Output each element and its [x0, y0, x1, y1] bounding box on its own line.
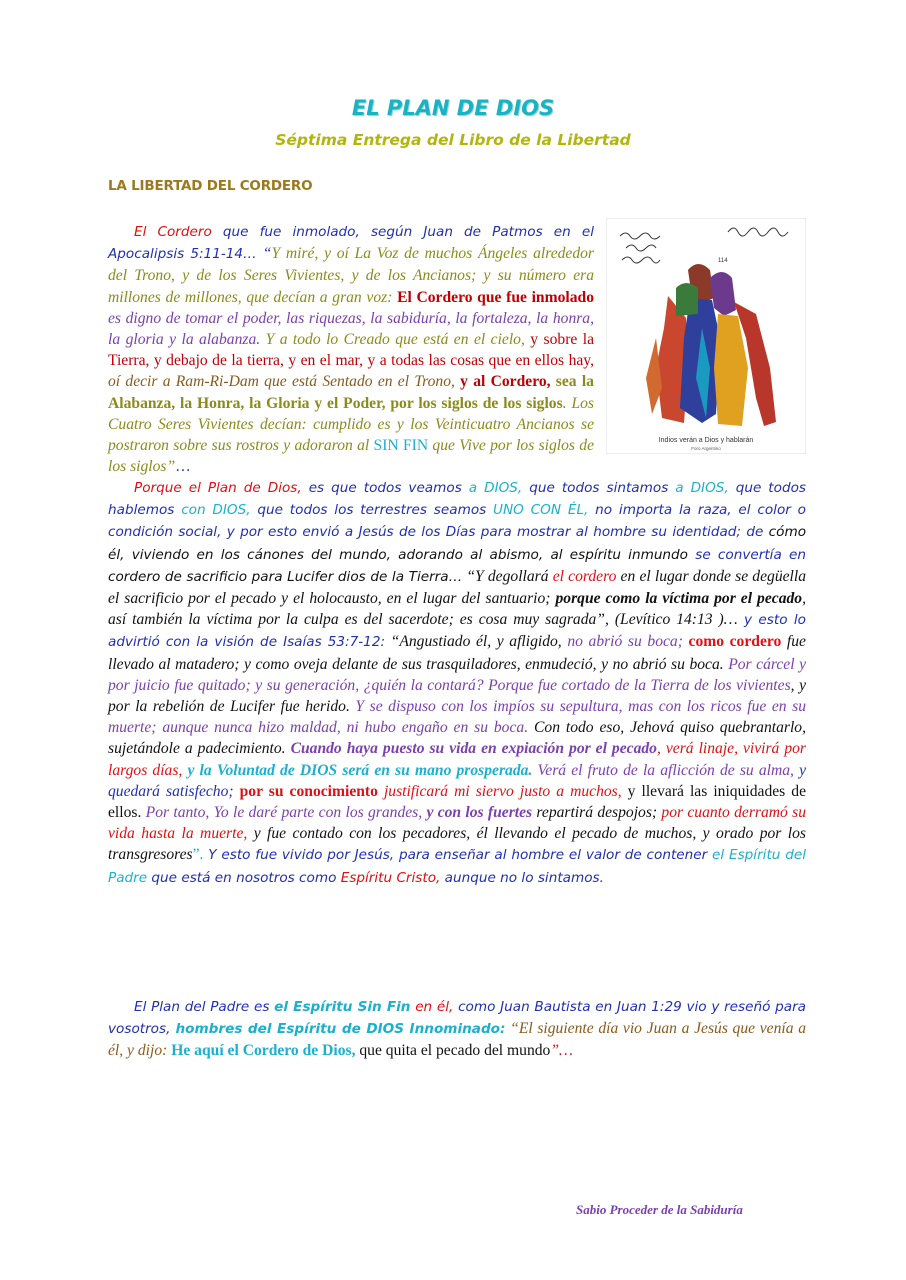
text-run: a DIOS,: [468, 480, 523, 496]
text-run: …: [175, 458, 191, 476]
text-run: cordero de sacrificio para Lucifer dios de la Tierra…: [108, 568, 463, 585]
text-run: y al Cordero,: [460, 373, 551, 391]
text-run: El Cordero: [134, 224, 212, 240]
text-run: como cordero: [682, 633, 782, 651]
text-run: el Espíritu Sin Fin: [274, 999, 411, 1015]
document-subtitle: Séptima Entrega del Libro de la Libertad: [275, 131, 631, 149]
text-run: repartirá despojos;: [532, 804, 658, 822]
text-run: en él,: [410, 999, 454, 1015]
text-run: Espíritu Cristo,: [340, 869, 441, 886]
text-run: que todos hablemos: [108, 480, 806, 519]
illustration-caption: Indios verán a Dios y hablarán: [658, 437, 754, 444]
text-run: es digno de tomar el poder, las riquezas, la sabiduría, la fortaleza, la honra, la gloria y la alabanza.: [108, 309, 594, 349]
text-run: Y se dispuso con los impíos su sepultura, mas con los ricos fue en su muerte; aunque nunca hizo maldad, ni hubo engaño en su boca.: [108, 698, 806, 737]
text-run: por cuanto derramó su vida hasta la muerte,: [108, 804, 807, 843]
text-run: para enseñar al hombre el valor de contener: [394, 847, 713, 864]
text-run: y fue contado con los pecadores, él llevando el pecado de muchos, y orado por los transgresores: [108, 825, 806, 864]
text-run: que está en nosotros como: [147, 869, 341, 886]
paragraph-3: [108, 996, 806, 1062]
text-run: ”.: [192, 846, 204, 864]
text-run: que todos sintamos: [522, 480, 676, 496]
document-title: EL PLAN DE DIOS: [351, 96, 555, 120]
text-run: con DIOS,: [181, 502, 251, 519]
text-run: El Plan del Padre es: [134, 999, 275, 1015]
illustration-credit: Foro Argentino: [691, 446, 721, 451]
text-run: “Angustiado él, y afligido,: [385, 633, 568, 651]
text-run: como Juan Bautista en Juan 1:29 vio y reseñó para vosotros,: [108, 999, 806, 1038]
text-run: Y esto fue vivido por Jesús,: [203, 847, 395, 864]
text-run: no importa la raza, el color o condición social, y por esto envió a Jesús de los Días para mostrar al hombre su identidad; de: [108, 502, 807, 541]
text-run: ”…: [550, 1042, 573, 1060]
text-run: y la Voluntad de DIOS será en su mano prosperada.: [182, 761, 533, 779]
text-run: sea la Alabanza, la Honra, la Gloria y el Poder, por los siglos de los siglos: [108, 373, 594, 412]
footer-signature: Sabio Proceder de la Sabiduría: [576, 1202, 743, 1217]
paragraph-3-text: [108, 996, 806, 1062]
text-run: , verá linaje, vivirá por largos días,: [108, 740, 807, 779]
text-run: fue llevado al matadero; y como oveja delante de sus trasquiladores, enmudeció, y no abrió su boca.: [108, 633, 806, 673]
section-heading: LA LIBERTAD DEL CORDERO: [108, 178, 313, 194]
text-run: y esto lo advirtió con la visión de Isaías 53:7-12:: [108, 612, 806, 651]
text-run: Por cárcel y por juicio fue quitado; y su generación, ¿quién la contará? Porque fue cortado de la Tierra de los vivientes: [108, 655, 807, 694]
text-run: porque como la víctima por el pecado: [555, 590, 803, 608]
paragraph-1: [108, 221, 806, 477]
text-run: a DIOS,: [675, 480, 729, 496]
text-run: que fue inmolado, según Juan de Patmos en el Apocalipsis 5:11-14…: [108, 224, 594, 263]
text-run: .: [599, 869, 604, 886]
text-run: el Espíritu del Padre: [108, 847, 806, 886]
text-run: hombres del Espíritu de DIOS Innominado:: [175, 1021, 506, 1038]
illustration-drawing: [606, 218, 806, 454]
text-run: cómo él, viviendo en los cánones del mundo, adorando al abismo, al espíritu inmundo: [108, 524, 807, 563]
text-run: en el lugar donde se degüella el sacrificio por el pecado y el holocausto, en el lugar del santuario;: [108, 567, 806, 608]
text-run: Verá el fruto de la aflicción de su alma,: [532, 761, 794, 779]
text-run: Cuando haya puesto su vida en expiación por el pecado: [290, 740, 657, 758]
text-run: . Los Cuatro Seres Vivientes decían: cumplido es y los Veinticuatro Ancianos se postraron sobre sus rostros y adoraron al: [108, 394, 594, 455]
text-run: UNO CON ÉL,: [493, 502, 589, 519]
text-run: que todos los terrestres seamos: [250, 502, 494, 519]
text-run: Con todo eso, Jehová quiso quebrantarlo, sujetándole a padecimiento.: [108, 719, 806, 758]
text-run: “: [262, 245, 272, 263]
text-run: El Cordero que fue inmolado: [397, 288, 594, 306]
text-run: “El siguiente día vio Juan a Jesús que venía a él, y dijo:: [108, 1020, 806, 1060]
text-run: no abrió su boca;: [567, 633, 683, 651]
text-run: y quedará satisfecho;: [108, 761, 806, 800]
text-run: Y a todo lo Creado que está en el cielo,: [260, 331, 531, 349]
text-run: He aquí el Cordero de Dios,: [171, 1042, 356, 1060]
text-run: Por tanto, Yo le daré parte con los grandes,: [141, 804, 423, 822]
text-run: que Vive por los siglos de los siglos”: [108, 437, 594, 476]
text-run: y sobre la Tierra, y debajo de la tierra, y en el mar, y a todas las cosas que en ellos hay,: [108, 331, 594, 370]
text-run: y con los fuertes: [422, 804, 533, 822]
paragraph-2-text: [108, 477, 806, 889]
text-run: Y miré, y oí La Voz de muchos Ángeles alrededor del Trono, y de los Seres Vivientes, y de los Ancianos; y su número era millones de millones, que decían a gran voz:: [108, 245, 594, 306]
text-run: Porque el Plan de Dios,: [134, 480, 302, 496]
text-run: que quita el pecado del mundo: [355, 1042, 551, 1060]
text-run: y llevará las iniquidades de ellos.: [108, 782, 806, 822]
text-run: por su conocimiento: [233, 782, 378, 800]
text-run: el cordero: [552, 567, 617, 585]
text-run: “Y degollará: [462, 567, 553, 585]
text-run: aunque no lo sintamos: [440, 869, 600, 886]
text-run: justificará mi siervo justo a muchos,: [377, 782, 622, 800]
text-run: se convertía en: [695, 546, 806, 563]
text-run: SIN FIN: [373, 437, 429, 455]
text-run: , así también la víctima por la culpa es del sacerdote; es cosa muy sagrada”, (Levítico 14:13 )…: [108, 590, 806, 629]
text-run: es que todos veamos: [301, 480, 469, 496]
paragraph-2: [108, 477, 806, 889]
text-run: oí decir a Ram-Ri-Dam que está Sentado en el Trono,: [108, 373, 461, 391]
illustration-page-number: 114: [718, 258, 728, 264]
text-run: , y por la rebelión de Lucifer fue herido.: [108, 676, 806, 716]
